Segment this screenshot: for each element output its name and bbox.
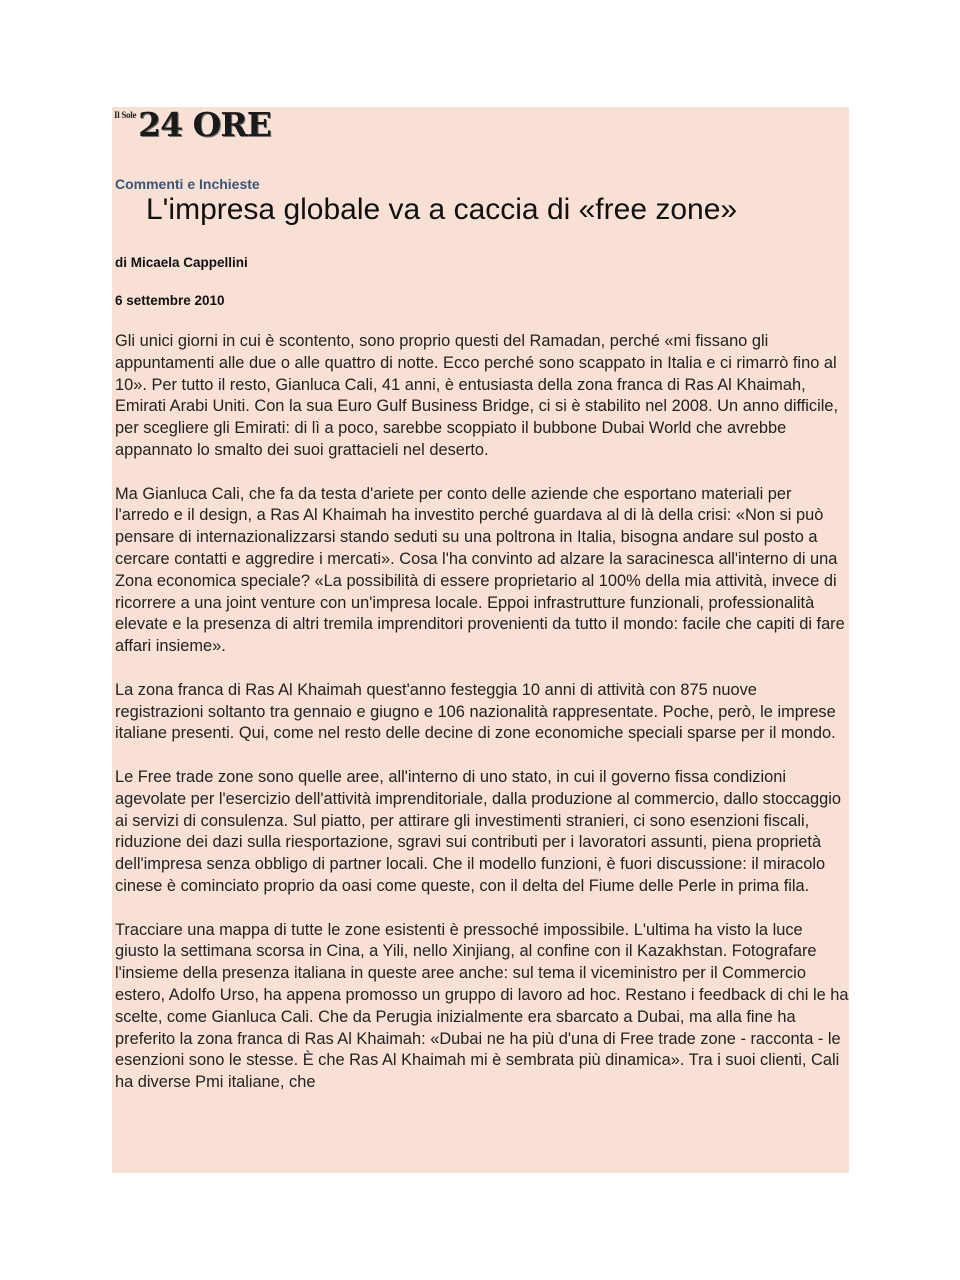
masthead-big-text: 24 ORE bbox=[138, 107, 271, 144]
article-body bbox=[115, 331, 849, 1116]
article-paragraph: Tracciare una mappa di tutte le zone esistenti è pressoché impossibile. L'ultima ha visto la luce giusto la settimana scorsa in Cina, a Yili, nello Xinjiang, al confine con il Kazakhstan. Fotografare l'insieme della presenza italiana in queste aree anche: sul tema il viceministro per il Commercio estero, Adolfo Urso, ha appena promosso un gruppo di lavoro ad hoc. Restano i feedback di chi le ha scelte, come Gianluca Cali. Che da Perugia inizialmente era sbarcato a Dubai, ma alla fine ha preferito la zona franca di Ras Al Khaimah: «Dubai ne ha più d'una di Free trade zone - racconta - le esenzioni sono le stesse. È che Ras Al Khaimah mi è sembrata più dinamica». Tra i suoi clienti, Cali ha diverse Pmi italiane, che bbox=[115, 920, 849, 1092]
article-date: 6 settembre 2010 bbox=[115, 293, 225, 308]
article-paragraph: Ma Gianluca Cali, che fa da testa d'ariete per conto delle aziende che esportano materiali per l'arredo e il design, a Ras Al Khaimah ha investito perché guardava al di là della crisi: «Non si può pensare di internazionalizzarsi stando seduti su una poltrona in Italia, bisogna andare sul posto a cercare contatti e aggredire i mercati». Cosa l'ha convinto ad alzare la saracinesca all'interno di una Zona economica speciale? «La possibilità di essere proprietario al 100% della mia attività, invece di ricorrere a una joint venture con un'impresa locale. Eppoi infrastrutture funzionali, professionalità elevate e la presenza di altri tremila imprenditori provenienti da tutto il mondo: facile che capiti di fare affari insieme». bbox=[115, 484, 845, 656]
masthead-small-text: Il Sole bbox=[114, 110, 137, 120]
article-paragraph: Gli unici giorni in cui è scontento, sono proprio questi del Ramadan, perché «mi fissano gli appuntamenti alle due o alle quattro di notte. Ecco perché sono scappato in Italia e ci rimarrò fino al 10». Per tutto il resto, Gianluca Cali, 41 anni, è entusiasta della zona franca di Ras Al Khaimah, Emirati Arabi Uniti. Con la sua Euro Gulf Business Bridge, ci si è stabilito nel 2008. Un anno difficile, per scegliere gli Emirati: di lì a poco, sarebbe scoppiato il bubbone Dubai World che avrebbe appannato lo smalto dei suoi grattacieli nel deserto. bbox=[115, 332, 839, 459]
article-title: L'impresa globale va a caccia di «free zone» bbox=[146, 193, 738, 226]
article-byline: di Micaela Cappellini bbox=[115, 255, 248, 270]
article-paragraph: La zona franca di Ras Al Khaimah quest'anno festeggia 10 anni di attività con 875 nuove registrazioni soltanto tra gennaio e giugno e 106 nazionalità rappresentate. Poche, però, le imprese italiane presenti. Qui, come nel resto delle decine di zone economiche speciali sparse per il mondo. bbox=[115, 680, 836, 743]
masthead-logo bbox=[114, 108, 271, 144]
article-paragraph: Le Free trade zone sono quelle aree, all'interno di uno stato, in cui il governo fissa condizioni agevolate per l'esercizio dell'attività imprenditoriale, dalla produzione al commercio, dallo stoccaggio ai servizi di consulenza. Sul piatto, per attirare gli investimenti stranieri, ci sono esenzioni fiscali, riduzione dei dazi sulla riesportazione, sgravi sui contributi per i lavoratori assunti, piena proprietà dell'impresa senza obbligo di partner locali. Che il modello funzioni, è fuori discussione: il miracolo cinese è cominciato proprio da oasi come queste, con il delta del Fiume delle Perle in prima fila. bbox=[115, 767, 842, 895]
newspaper-clipping bbox=[112, 107, 849, 1173]
section-label: Commenti e Inchieste bbox=[115, 176, 260, 192]
